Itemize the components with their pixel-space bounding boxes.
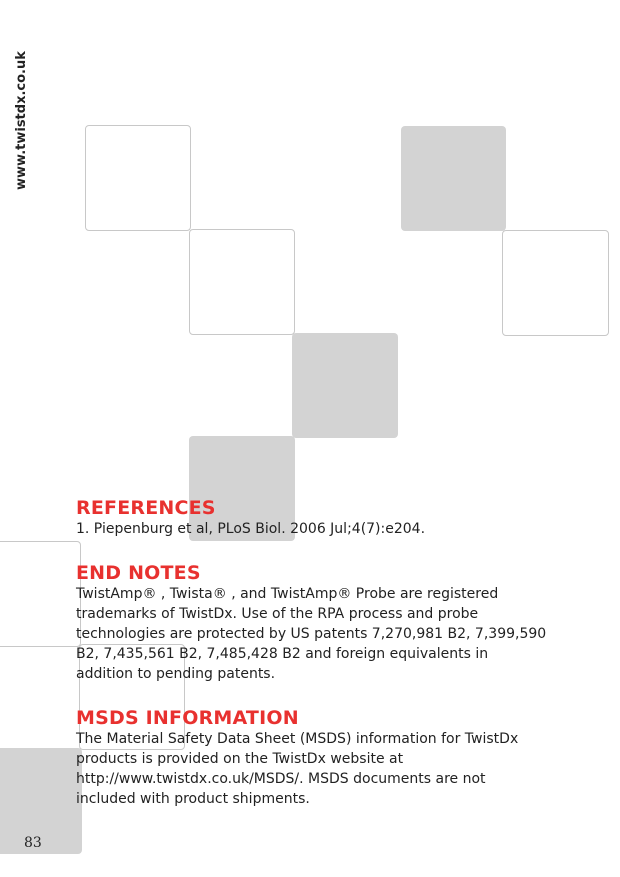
website-url: www.twistdx.co.uk [14,51,29,190]
decorative-square-outline [0,541,81,647]
page-number: 83 [24,835,42,851]
reference-item: 1. Piepenburg et al, PLoS Biol. 2006 Jul;4(7):e204. [76,521,426,537]
msds-text: The Material Safety Data Sheet (MSDS) information for TwistDx products is provided on the TwistDx website at http://www.twistdx.co.uk/MSDS/. MSDS documents are not included with product shipments. [76,731,519,807]
references-heading: REFERENCES [76,497,216,519]
decorative-square-filled [292,333,398,438]
end-notes-text: TwistAmp® , Twista® , and TwistAmp® Probe are registered trademarks of TwistDx. Use of the RPA process and probe technologies are protected by US patents 7,270,981 B2, 7,399,590 B2, 7,435,561 B2, 7,485,428 B2 and foreign equivalents in addition to pending patents. [76,586,547,682]
end-notes-section [76,562,556,684]
decorative-square-filled [401,126,506,231]
end-notes-heading: END NOTES [76,562,201,584]
references-section [76,497,556,539]
msds-heading: MSDS INFORMATION [76,707,299,729]
decorative-square-outline [502,230,609,336]
decorative-square-outline [189,229,295,335]
decorative-square-outline [85,125,191,231]
msds-section [76,707,556,809]
